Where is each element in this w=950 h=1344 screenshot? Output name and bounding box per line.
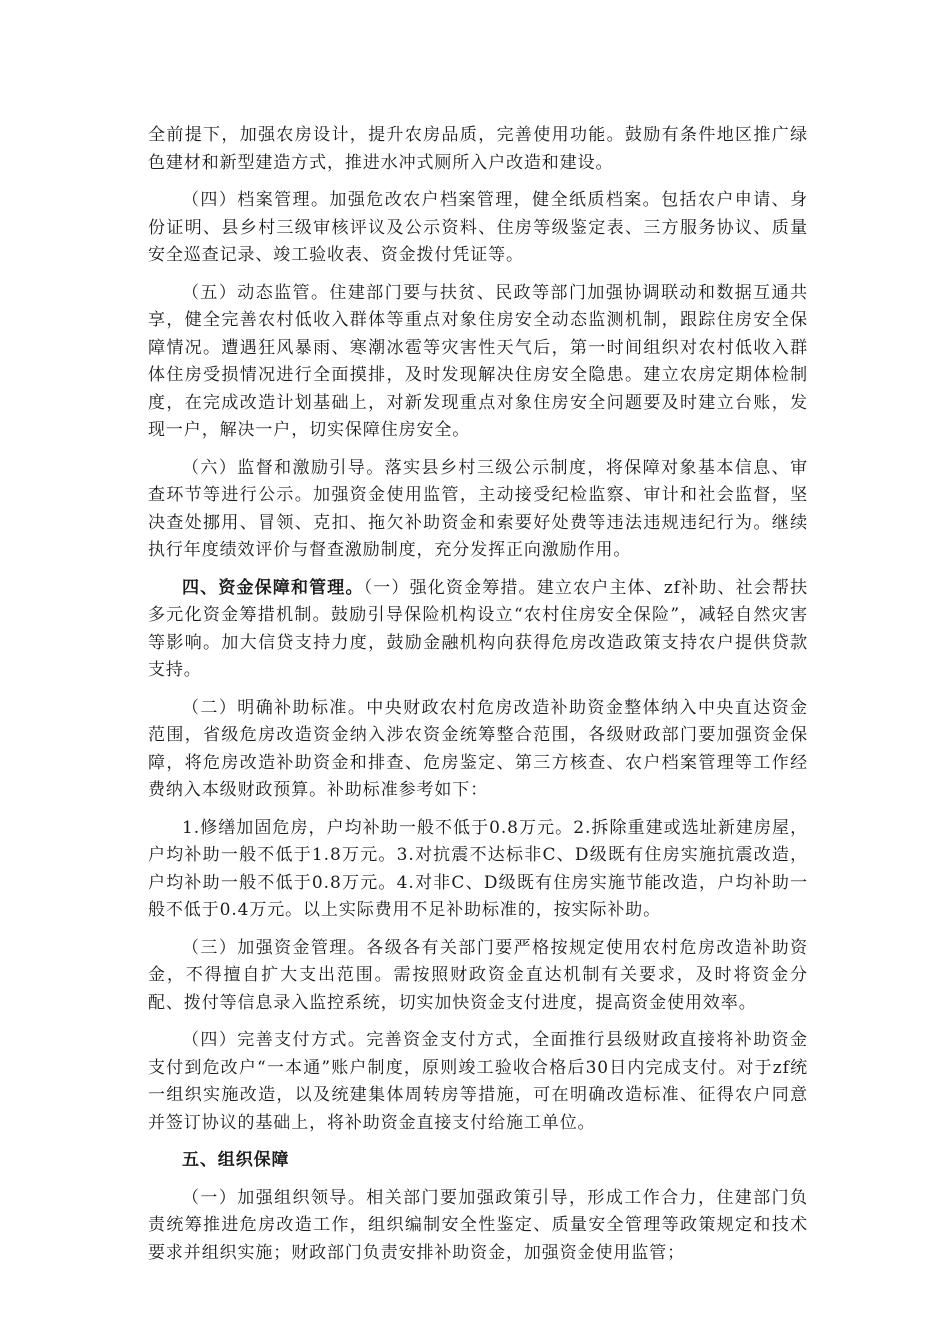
paragraph-subsidy-list: 1.修缮加固危房，户均补助一般不低于0.8万元。2.拆除重建或选址新建房屋，户均补助一般不低于1.8万元。3.对抗震不达标非C、D级既有住房实施抗震改造，户均补助一般不低于0.8万元。4.对非C、D级既有住房实施节能改造，户均补助一般不低于0.4万元。以上实际费用不足补助标准的，按实际补助。	[148, 817, 808, 920]
paragraph-funding-raising: （一）强化资金筹措。建立农户主体、zf补助、社会帮扶多元化资金筹措机制。鼓励引导保险机构设立“农村住房安全保险”，减轻自然灾害等影响。加大信贷支持力度，鼓励金融机构向获得危房改造政策支持农户提供贷款支持。	[148, 577, 808, 680]
section-heading-funding: 四、资金保障和管理。	[182, 577, 364, 598]
paragraph-fund-management: （三）加强资金管理。各级各有关部门要严格按规定使用农村危房改造补助资金，不得擅自扩大支出范围。需按照财政资金直达机制有关要求，及时将资金分配、拨付等信息录入监控系统，切实加快资金支付进度，提高资金使用效率。	[148, 937, 808, 1013]
paragraph-archive-management: （四）档案管理。加强危改农户档案管理，健全纸质档案。包括农户申请、身份证明、县乡村三级审核评议及公示资料、住房等级鉴定表、三方服务协议、质量安全巡查记录、竣工验收表、资金拨付凭证等。	[148, 190, 808, 265]
paragraph-subsidy-standard: （二）明确补助标准。中央财政农村危房改造补助资金整体纳入中央直达资金范围，省级危房改造资金纳入涉农资金统筹整合范围，各级财政部门要加强资金保障，将危房改造补助资金和排查、危房鉴定、第三方核查、农户档案管理等工作经费纳入本级财政预算。补助标准参考如下：	[148, 697, 808, 800]
paragraph-organization-leadership: （一）加强组织领导。相关部门要加强政策引导，形成工作合力，住建部门负责统筹推进危房改造工作，组织编制安全性鉴定、质量安全管理等政策规定和技术要求并组织实施；财政部门负责安排补助资金，加强资金使用监管；	[148, 1187, 808, 1263]
paragraph-payment-method: （四）完善支付方式。完善资金支付方式，全面推行县级财政直接将补助资金支付到危改户“一本通”账户制度，原则竣工验收合格后30日内完成支付。对于zf统一组织实施改造，以及统建集体周转房等措施，可在明确改造标准、征得农户同意并签订协议的基础上，将补助资金直接支付给施工单位。	[148, 1030, 808, 1133]
paragraph-funding-section	[148, 575, 808, 685]
paragraph-farmhouse-design: 全前提下，加强农房设计，提升农房品质，完善使用功能。鼓励有条件地区推广绿色建材和新型建造方式，推进水冲式厕所入户改造和建设。	[148, 125, 808, 173]
paragraph-supervision-incentive: （六）监督和激励引导。落实县乡村三级公示制度，将保障对象基本信息、审查环节等进行公示。加强资金使用监管，主动接受纪检监察、审计和社会监督，坚决查处挪用、冒领、克扣、拖欠补助资金和索要好处费等违法违规违纪行为。继续执行年度绩效评价与督查激励制度，充分发挥正向激励作用。	[148, 457, 808, 560]
document-page	[148, 122, 808, 1277]
section-heading-organization: 五、组织保障	[182, 1150, 290, 1170]
paragraph-dynamic-supervision: （五）动态监管。住建部门要与扶贫、民政等部门加强协调联动和数据互通共享，健全完善农村低收入群体等重点对象住房安全动态监测机制，跟踪住房安全保障情况。遭遇狂风暴雨、寒潮冰雹等灾害性天气后，第一时间组织对农村低收入群体住房受损情况进行全面摸排，及时发现解决住房安全隐患。建立农房定期体检制度，在完成改造计划基础上，对新发现重点对象住房安全问题要及时建立台账，发现一户，解决一户，切实保障住房安全。	[148, 282, 808, 440]
